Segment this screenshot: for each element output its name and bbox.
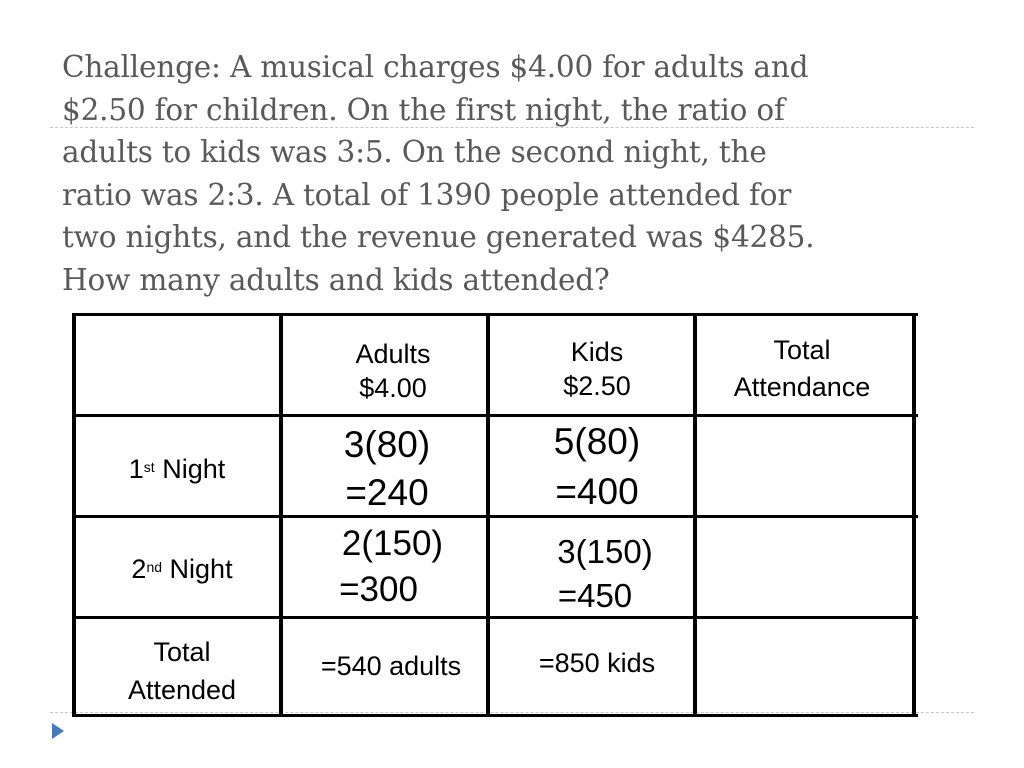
header-total-line1: Total <box>773 335 831 365</box>
second-night-adults <box>325 521 460 613</box>
problem-line: $2.50 for children. On the first night, the ratio of <box>62 92 785 127</box>
adults-result: =240 <box>345 472 429 513</box>
header-total-line2: Attendance <box>733 372 871 402</box>
header-adults <box>328 337 458 405</box>
header-kids-label: Kids <box>570 337 624 367</box>
problem-line: How many adults and kids attended? <box>62 262 610 297</box>
first-night-adults <box>322 421 452 517</box>
kids-result: =400 <box>555 471 639 512</box>
row-number: 2 <box>131 554 147 584</box>
grid-line <box>72 714 918 717</box>
total-label-line2: Attended <box>127 675 237 705</box>
header-kids-price: $2.50 <box>563 371 631 401</box>
grid-line <box>72 515 918 518</box>
first-night-kids <box>532 417 662 517</box>
slide-bullet-icon <box>52 723 64 739</box>
kids-expression: 3(150) <box>557 533 653 570</box>
attendance-table <box>72 313 918 717</box>
adults-expression: 3(80) <box>343 424 431 465</box>
problem-text <box>62 46 962 301</box>
header-total-attendance <box>707 332 897 406</box>
kids-result: =450 <box>557 577 633 614</box>
header-adults-price: $4.00 <box>359 373 427 403</box>
row-label-total-attended <box>102 633 262 709</box>
row-label-second-night <box>92 553 272 585</box>
total-adults: =540 adults <box>320 651 462 681</box>
problem-line: adults to kids was 3:5. On the second night, the <box>62 135 767 169</box>
second-night-kids <box>540 530 670 618</box>
problem-line: ratio was 2:3. A total of 1390 people attended for <box>62 177 792 212</box>
grid-line <box>72 414 918 417</box>
problem-line: two nights, and the revenue generated was $4285. <box>62 220 815 254</box>
problem-line: Challenge: A musical charges $4.00 for adults and <box>62 50 809 84</box>
grid-line <box>72 616 918 619</box>
adults-result: =300 <box>339 570 418 609</box>
row-label: Night <box>162 454 226 484</box>
row-label: Night <box>169 554 233 584</box>
total-label-line1: Total <box>153 637 211 667</box>
grid-line <box>72 313 918 316</box>
row-suffix: st <box>143 459 155 475</box>
row-suffix: nd <box>146 559 163 575</box>
header-kids <box>532 335 662 403</box>
total-kids: =850 kids <box>538 648 656 678</box>
row-number: 1 <box>128 454 144 484</box>
adults-expression: 2(150) <box>341 524 444 563</box>
row-label-first-night <box>92 453 262 485</box>
kids-expression: 5(80) <box>553 421 641 462</box>
header-adults-label: Adults <box>355 339 431 369</box>
